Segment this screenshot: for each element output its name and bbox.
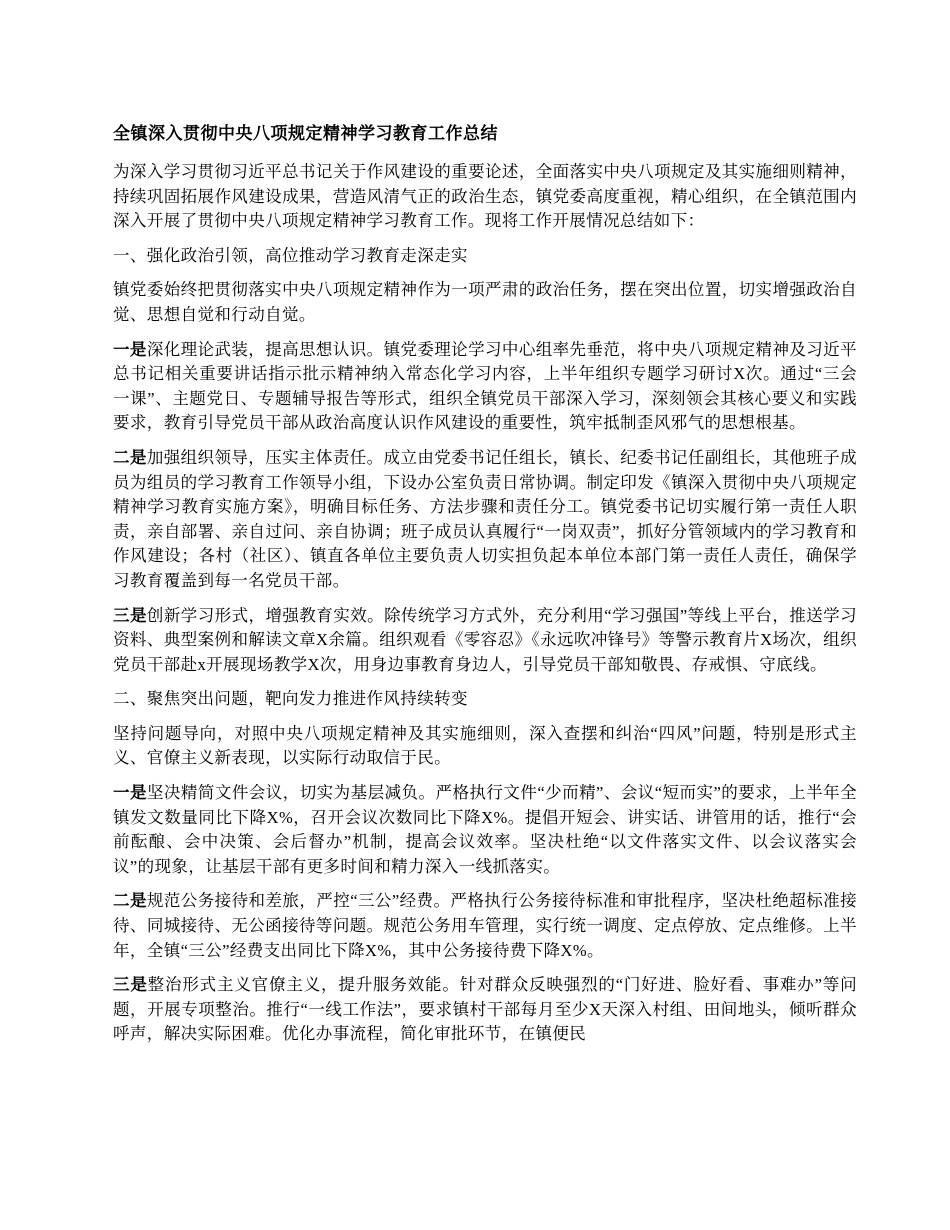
paragraph: 镇党委始终把贯彻落实中央八项规定精神作为一项严肃的政治任务，摆在突出位置，切实增强政治自觉、思想自觉和行动自觉。: [113, 280, 857, 324]
section-heading: 一、强化政治引领，高位推动学习教育走深走实: [113, 245, 468, 265]
document-body: [113, 160, 857, 1047]
paragraph: 坚持问题导向，对照中央八项规定精神及其实施细则，深入查摆和纠治“四风”问题，特别是形式主义、官僚主义新表现，以实际行动取信于民。: [113, 723, 857, 768]
paragraph-lead: 一是: [113, 339, 147, 359]
paragraph: 三是创新学习形式，增强教育实效。除传统学习方式外，充分利用“学习强国”等线上平台，推送学习资料、典型案例和解读文章X余篇。组织观看《零容忍》《永远吹冲锋号》等警示教育片X场次，组织党员干部赴x开展现场教学X次，用身边事教育身边人，引导党员干部知敬畏、存戒惧、守底线。: [113, 605, 857, 674]
paragraph: 一是深化理论武装，提高思想认识。镇党委理论学习中心组率先垂范，将中央八项规定精神及习近平总书记相关重要讲话指示批示精神纳入常态化学习内容，上半年组织专题学习研讨X次。通过“三会一课”、主题党日、专题辅导报告等形式，组织全镇党员干部深入学习，深刻领会其核心要义和实践要求，教育引导党员干部从政治高度认识作风建设的重要性，筑牢抵制歪风邪气的思想根基。: [113, 339, 857, 433]
paragraph-lead: 三是: [113, 605, 147, 625]
paragraph: 为深入学习贯彻习近平总书记关于作风建设的重要论述，全面落实中央八项规定及其实施细则精神，持续巩固拓展作风建设成果，营造风清气正的政治生态，镇党委高度重视，精心组织，在全镇范围内深入开展了贯彻中央八项规定精神学习教育工作。现将工作开展情况总结如下：: [113, 162, 857, 231]
paragraph: 二是规范公务接待和差旅，严控“三公”经费。严格执行公务接待标准和审批程序，坚决杜绝超标准接待、同城接待、无公函接待等问题。规范公务用车管理，实行统一调度、定点停放、定点维修。上半年，全镇“三公”经费支出同比下降X%，其中公务接待费下降X%。: [113, 891, 857, 960]
document-title: 全镇深入贯彻中央八项规定精神学习教育工作总结: [113, 124, 498, 143]
section-heading: 二、聚焦突出问题，靶向发力推进作风持续转变: [113, 689, 468, 709]
paragraph-lead: 一是: [113, 783, 147, 803]
document-page: [113, 121, 857, 1057]
paragraph: 一是坚决精简文件会议，切实为基层减负。严格执行文件“少而精”、会议“短而实”的要求，上半年全镇发文数量同比下降X%，召开会议次数同比下降X%。提倡开短会、讲实话、讲管用的话，推行“会前酝酿、会中决策、会后督办”机制，提高会议效率。坚决杜绝“以文件落实文件、以会议落实会议”的现象，让基层干部有更多时间和精力深入一线抓落实。: [113, 783, 857, 876]
paragraph: 三是整治形式主义官僚主义，提升服务效能。针对群众反映强烈的“门好进、脸好看、事难办”等问题，开展专项整治。推行“一线工作法”，要求镇村干部每月至少X天深入村组、田间地头，倾听群众呼声，解决实际困难。优化办事流程，简化审批环节，在镇便民: [113, 975, 857, 1044]
paragraph-lead: 二是: [113, 891, 147, 911]
paragraph-lead: 二是: [113, 447, 147, 467]
paragraph: 二是加强组织领导，压实主体责任。成立由党委书记任组长，镇长、纪委书记任副组长，其他班子成员为组员的学习教育工作领导小组，下设办公室负责日常协调。制定印发《镇深入贯彻中央八项规定精神学习教育实施方案》，明确目标任务、方法步骤和责任分工。镇党委书记切实履行第一责任人职责，亲自部署、亲自过问、亲自协调；班子成员认真履行“一岗双责”，抓好分管领域内的学习教育和作风建设；各村（社区）、镇直各单位主要负责人切实担负起本单位本部门第一责任人责任，确保学习教育覆盖到每一名党员干部。: [113, 447, 857, 590]
paragraph-lead: 三是: [113, 975, 148, 995]
